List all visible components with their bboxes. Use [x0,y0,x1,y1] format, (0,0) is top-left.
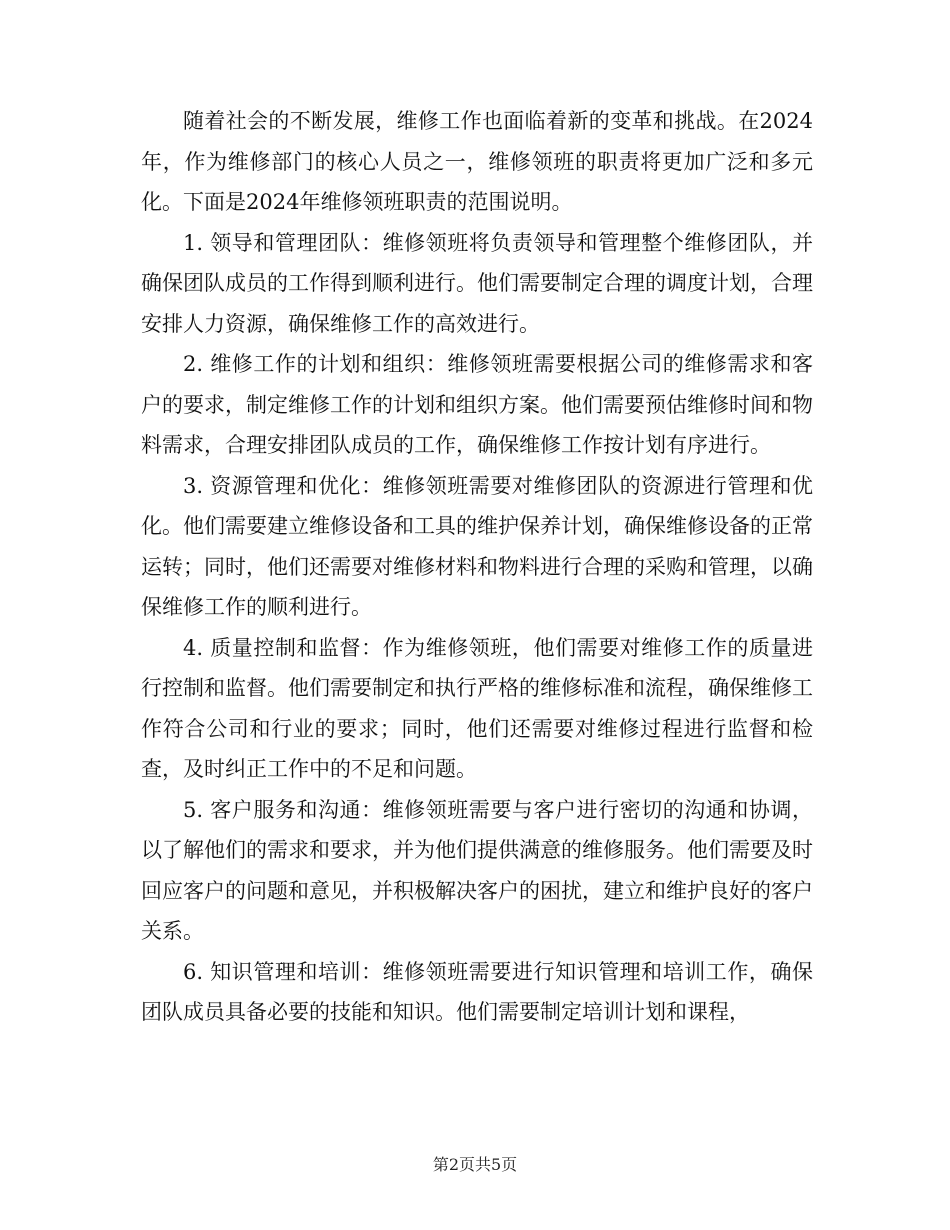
paragraph-item-5: 5. 客户服务和沟通：维修领班需要与客户进行密切的沟通和协调，以了解他们的需求和要求，并为他们提供满意的维修服务。他们需要及时回应客户的问题和意见，并积极解决客户的困扰，建立和维护良好的客户关系。 [141,797,813,943]
document-body [141,101,813,1033]
paragraph-item-2: 2. 维修工作的计划和组织：维修领班需要根据公司的维修需求和客户的要求，制定维修工作的计划和组织方案。他们需要预估维修时间和物料需求，合理安排团队成员的工作，确保维修工作按计划有序进行。 [141,352,813,457]
paragraph-intro: 随着社会的不断发展，维修工作也面临着新的变革和挑战。在2024年，作为维修部门的核心人员之一，维修领班的职责将更加广泛和多元化。下面是2024年维修领班职责的范围说明。 [141,109,813,214]
paragraph-item-6: 6. 知识管理和培训：维修领班需要进行知识管理和培训工作，确保团队成员具备必要的技能和知识。他们需要制定培训计划和课程， [141,959,813,1024]
paragraph-item-3: 3. 资源管理和优化：维修领班需要对维修团队的资源进行管理和优化。他们需要建立维修设备和工具的维护保养计划，确保维修设备的正常运转；同时，他们还需要对维修材料和物料进行合理的采购和管理，以确保维修工作的顺利进行。 [141,473,813,619]
page-number-footer: 第2页共5页 [432,1155,518,1174]
paragraph-item-4: 4. 质量控制和监督：作为维修领班，他们需要对维修工作的质量进行控制和监督。他们需要制定和执行严格的维修标准和流程，确保维修工作符合公司和行业的要求；同时，他们还需要对维修过程进行监督和检查，及时纠正工作中的不足和问题。 [141,635,813,781]
paragraph-item-1: 1. 领导和管理团队：维修领班将负责领导和管理整个维修团队，并确保团队成员的工作得到顺利进行。他们需要制定合理的调度计划，合理安排人力资源，确保维修工作的高效进行。 [141,230,813,336]
